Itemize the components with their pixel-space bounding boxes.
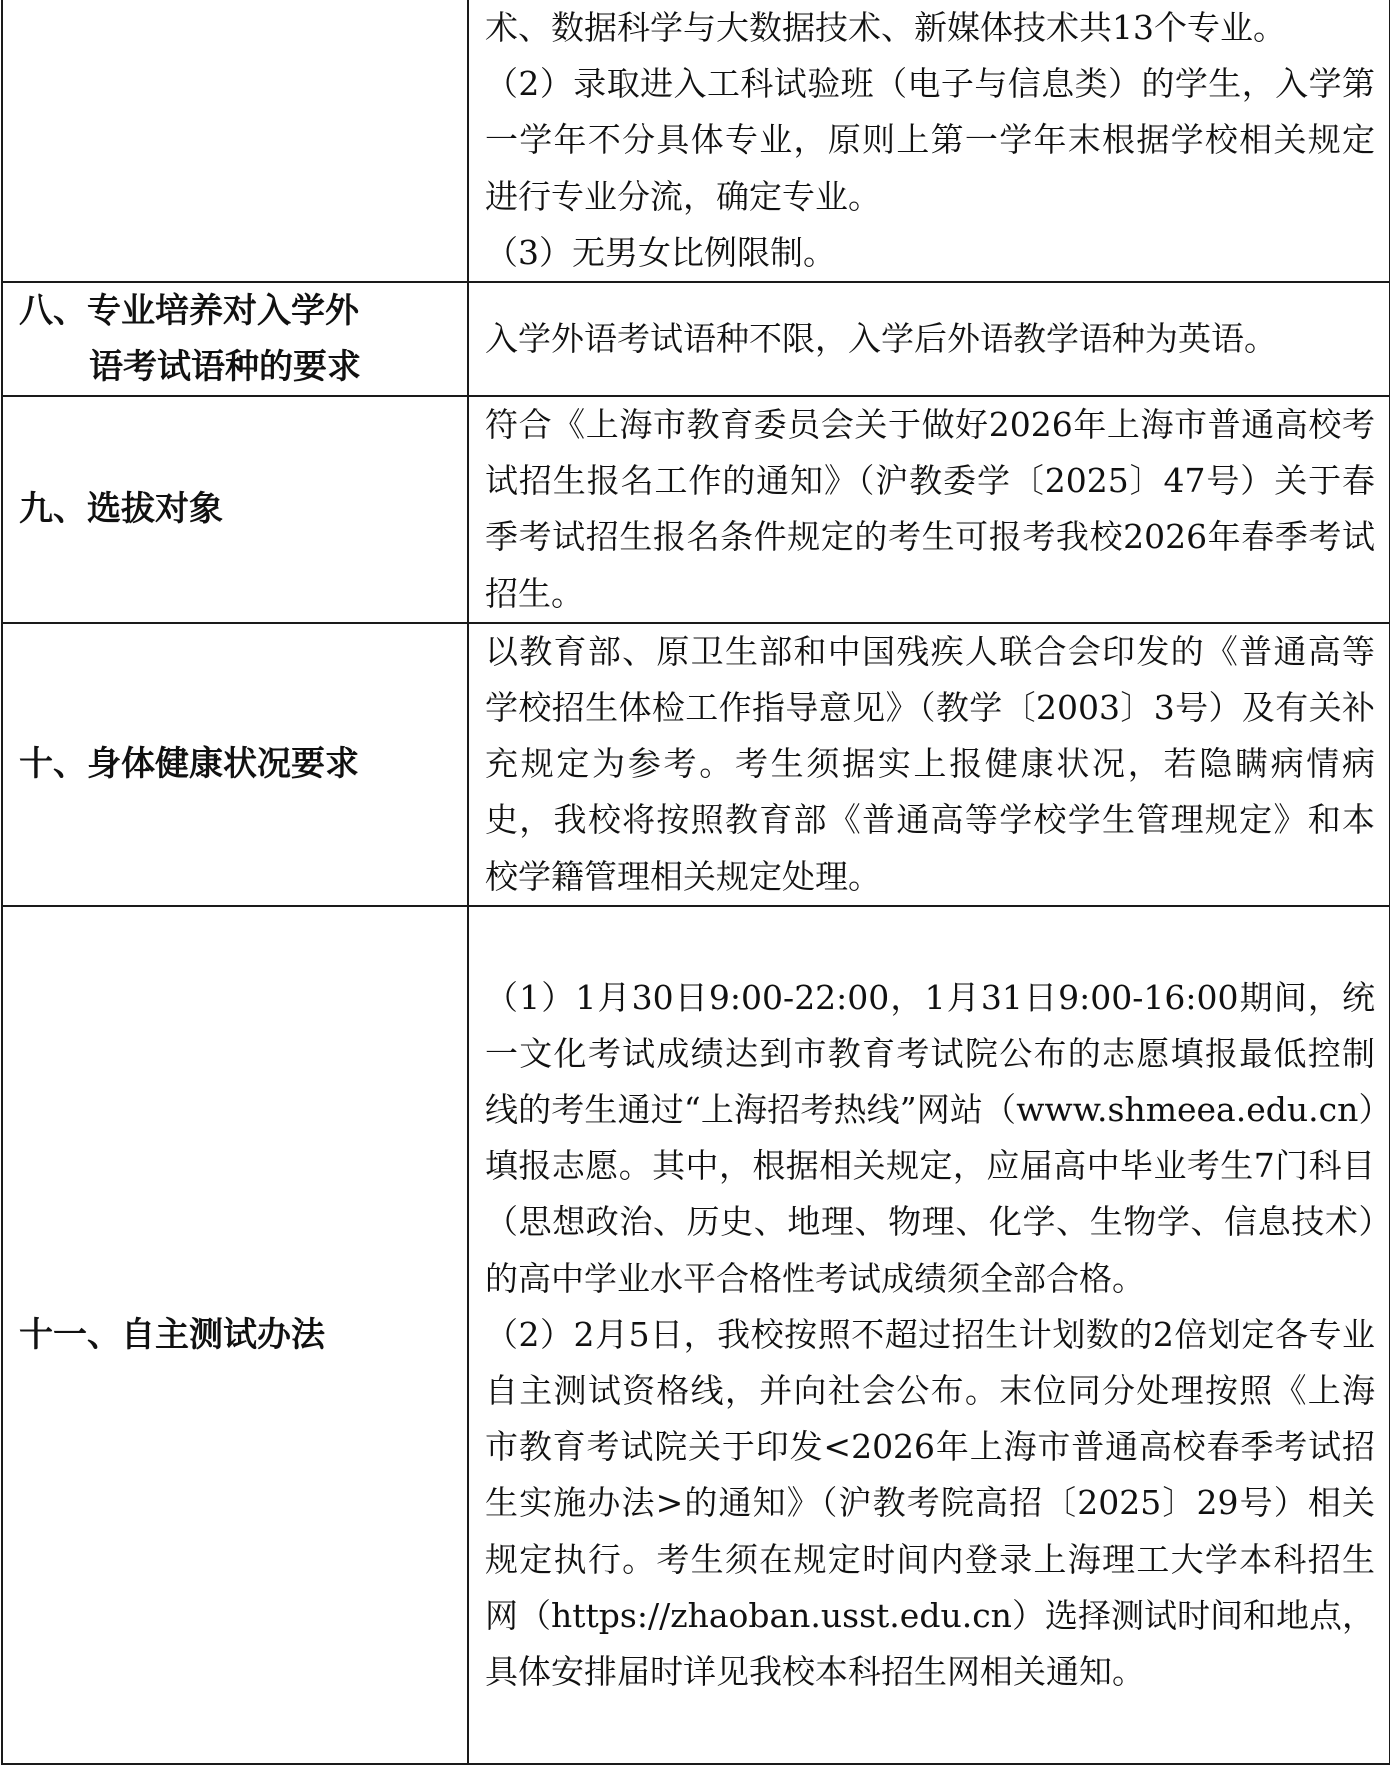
row-label-line2: 语考试语种的要求	[89, 347, 361, 388]
row-label-line1: 八、专业培养对入学外	[19, 291, 359, 332]
row-content	[468, 282, 1390, 396]
row-label: 九、选拔对象	[2, 396, 468, 623]
row-label: 十一、自主测试办法	[2, 906, 468, 1764]
row-content	[468, 396, 1390, 623]
table-row	[2, 396, 1390, 623]
row-content	[468, 906, 1390, 1764]
table-row	[2, 623, 1390, 906]
row-label	[2, 282, 468, 396]
row-content	[468, 623, 1390, 906]
paragraph: 入学外语考试语种不限，入学后外语教学语种为英语。	[485, 318, 1277, 358]
paragraph: 以教育部、原卫生部和中国残疾人联合会印发的《普通高等学校招生体检工作指导意见》（教学〔2003〕3号）及有关补充规定为参考。考生须据实上报健康状况，若隐瞒病情病史，我校将按照教育部《普通高等学校学生管理规定》和本校学籍管理相关规定处理。	[485, 631, 1375, 896]
row-label: 十、身体健康状况要求	[2, 623, 468, 906]
table-row	[2, 0, 1390, 282]
paragraph: （2）录取进入工科试验班（电子与信息类）的学生，入学第一学年不分具体专业，原则上第一学年末根据学校相关规定进行专业分流，确定专业。	[485, 64, 1375, 216]
paragraph: （2）2月5日，我校按照不超过招生计划数的2倍划定各专业自主测试资格线，并向社会公布。末位同分处理按照《上海市教育考试院关于印发<2026年上海市普通高校春季考试招生实施办法>的通知》（沪教考院高招〔2025〕29号）相关规定执行。考生须在规定时间内登录上海理工大学本科招生网（https://zhaoban.usst.edu.cn）选择测试时间和地点，具体安排届时详见我校本科招生网相关通知。	[485, 1314, 1375, 1691]
paragraph: （1）1月30日9:00-22:00，1月31日9:00-16:00期间，统一文化考试成绩达到市教育考试院公布的志愿填报最低控制线的考生通过“上海招考热线”网站（www.shmeea.edu.cn）填报志愿。其中，根据相关规定，应届高中毕业考生7门科目（思想政治、历史、地理、物理、化学、生物学、信息技术）的高中学业水平合格性考试成绩须全部合格。	[485, 977, 1375, 1298]
row-content	[468, 0, 1390, 282]
table-row	[2, 282, 1390, 396]
paragraph: （3）无男女比例限制。	[485, 232, 836, 272]
document-table	[1, 0, 1390, 1765]
row-label-empty	[2, 0, 468, 282]
paragraph: 术、数据科学与大数据技术、新媒体技术共13个专业。	[485, 8, 1286, 47]
paragraph: 符合《上海市教育委员会关于做好2026年上海市普通高校考试招生报名工作的通知》（沪教委学〔2025〕47号）关于春季考试招生报名条件规定的考生可报考我校2026年春季考试招生。	[485, 405, 1375, 613]
table-row	[2, 906, 1390, 1764]
